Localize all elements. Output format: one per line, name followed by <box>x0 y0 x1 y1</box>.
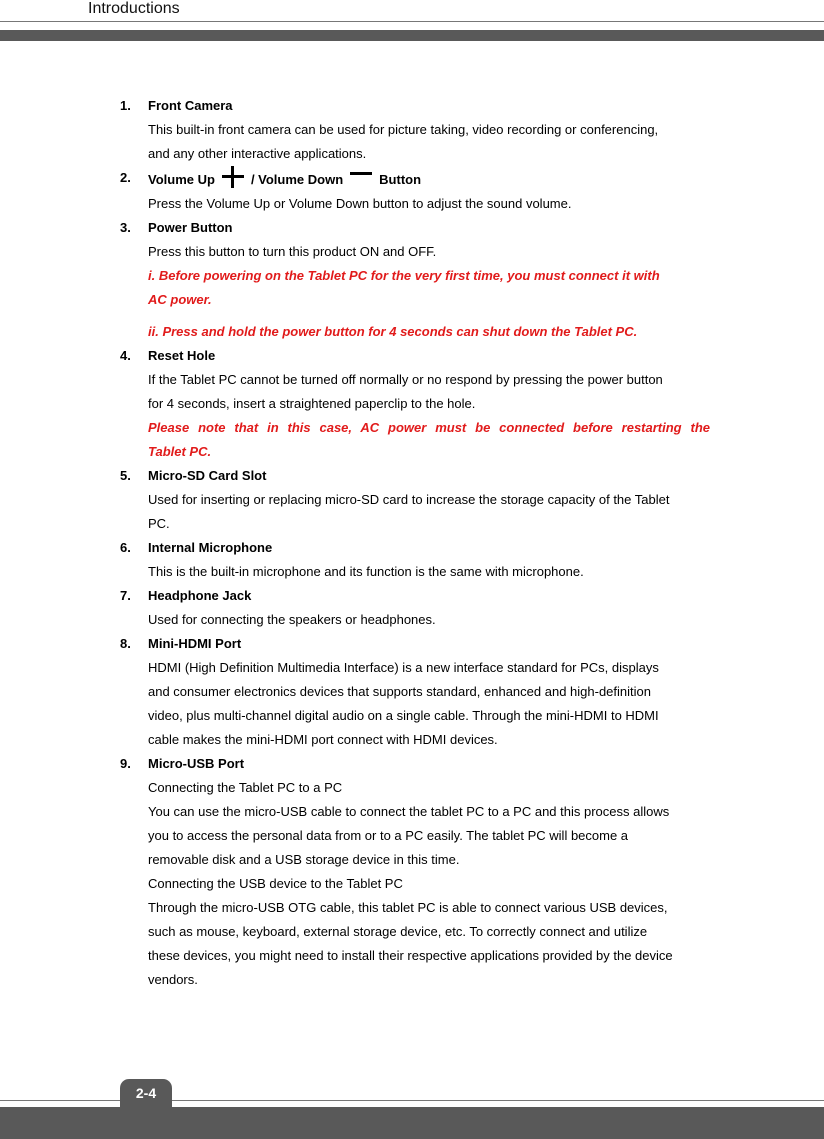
item-text: Used for connecting the speakers or headphones. <box>148 612 436 627</box>
item-title: Headphone Jack <box>148 588 252 603</box>
item-headphone-jack <box>120 584 710 632</box>
item-title: Internal Microphone <box>148 540 273 555</box>
item-number: 1. <box>120 98 131 113</box>
page-header-title: Introductions <box>88 0 180 17</box>
item-text: If the Tablet PC cannot be turned off normally or no respond by pressing the power button <box>148 372 663 387</box>
item-text: Press this button to turn this product ON and OFF. <box>148 244 437 259</box>
item-text: vendors. <box>148 972 198 987</box>
item-text: Connecting the Tablet PC to a PC <box>148 780 343 795</box>
item-text: This is the built-in microphone and its function is the same with microphone. <box>148 564 584 579</box>
item-title <box>148 166 710 192</box>
item-number: 5. <box>120 468 131 483</box>
page-number: 2-4 <box>120 1079 172 1107</box>
item-micro-usb-port <box>120 752 710 992</box>
item-number: 7. <box>120 588 131 603</box>
item-internal-microphone <box>120 536 710 584</box>
item-reset-hole <box>120 344 710 464</box>
item-text: Press the Volume Up or Volume Down button to adjust the sound volume. <box>148 196 572 211</box>
item-number: 8. <box>120 636 131 651</box>
warning-note: ii. Press and hold the power button for 4 seconds can shut down the Tablet PC. <box>148 324 638 339</box>
content <box>120 94 710 992</box>
header-rule <box>0 21 824 22</box>
item-number: 9. <box>120 756 131 771</box>
item-text: for 4 seconds, insert a straightened paperclip to the hole. <box>148 396 476 411</box>
item-text: This built-in front camera can be used for picture taking, video recording or conferencing, <box>148 122 659 137</box>
item-text: cable makes the mini-HDMI port connect with HDMI devices. <box>148 732 498 747</box>
item-title: Micro-SD Card Slot <box>148 468 267 483</box>
item-text: Used for inserting or replacing micro-SD card to increase the storage capacity of the Tablet <box>148 492 670 507</box>
item-volume-buttons <box>120 166 710 216</box>
item-text: Through the micro-USB OTG cable, this tablet PC is able to connect various USB devices, <box>148 900 668 915</box>
item-text: Connecting the USB device to the Tablet PC <box>148 876 403 891</box>
item-number: 4. <box>120 348 131 363</box>
item-title: Reset Hole <box>148 348 216 363</box>
plus-icon <box>222 166 244 188</box>
item-text: and any other interactive applications. <box>148 146 367 161</box>
item-mini-hdmi-port <box>120 632 710 752</box>
item-title: Mini-HDMI Port <box>148 636 242 651</box>
item-number: 6. <box>120 540 131 555</box>
volume-up-label: Volume Up <box>148 172 215 187</box>
footer-band <box>0 1107 824 1139</box>
warning-note: Please note that in this case, AC power must be connected before restarting the <box>148 420 710 435</box>
volume-down-label: / Volume Down <box>250 172 344 187</box>
item-power-button <box>120 216 710 344</box>
item-text: and consumer electronics devices that supports standard, enhanced and high-definition <box>148 684 651 699</box>
item-number: 3. <box>120 220 131 235</box>
warning-note: Tablet PC. <box>148 444 212 459</box>
item-text: these devices, you might need to install their respective applications provided by the device <box>148 948 673 963</box>
item-text: You can use the micro-USB cable to connect the tablet PC to a PC and this process allows <box>148 804 670 819</box>
header-band <box>0 30 824 41</box>
item-text: HDMI (High Definition Multimedia Interface) is a new interface standard for PCs, displays <box>148 660 659 675</box>
minus-icon <box>350 166 372 188</box>
item-micro-sd-slot <box>120 464 710 536</box>
item-title: Front Camera <box>148 98 233 113</box>
button-label: Button <box>379 172 422 187</box>
warning-note: AC power. <box>148 292 212 307</box>
item-number: 2. <box>120 170 131 185</box>
item-text: video, plus multi-channel digital audio on a single cable. Through the mini-HDMI to HDMI <box>148 708 659 723</box>
item-text: you to access the personal data from or to a PC easily. The tablet PC will become a <box>148 828 629 843</box>
item-text: PC. <box>148 516 170 531</box>
warning-note: i. Before powering on the Tablet PC for the very first time, you must connect it with <box>148 268 660 283</box>
item-title: Power Button <box>148 220 233 235</box>
item-text: such as mouse, keyboard, external storage device, etc. To correctly connect and utilize <box>148 924 648 939</box>
item-title: Micro-USB Port <box>148 756 245 771</box>
item-front-camera <box>120 94 710 166</box>
item-text: removable disk and a USB storage device in this time. <box>148 852 460 867</box>
